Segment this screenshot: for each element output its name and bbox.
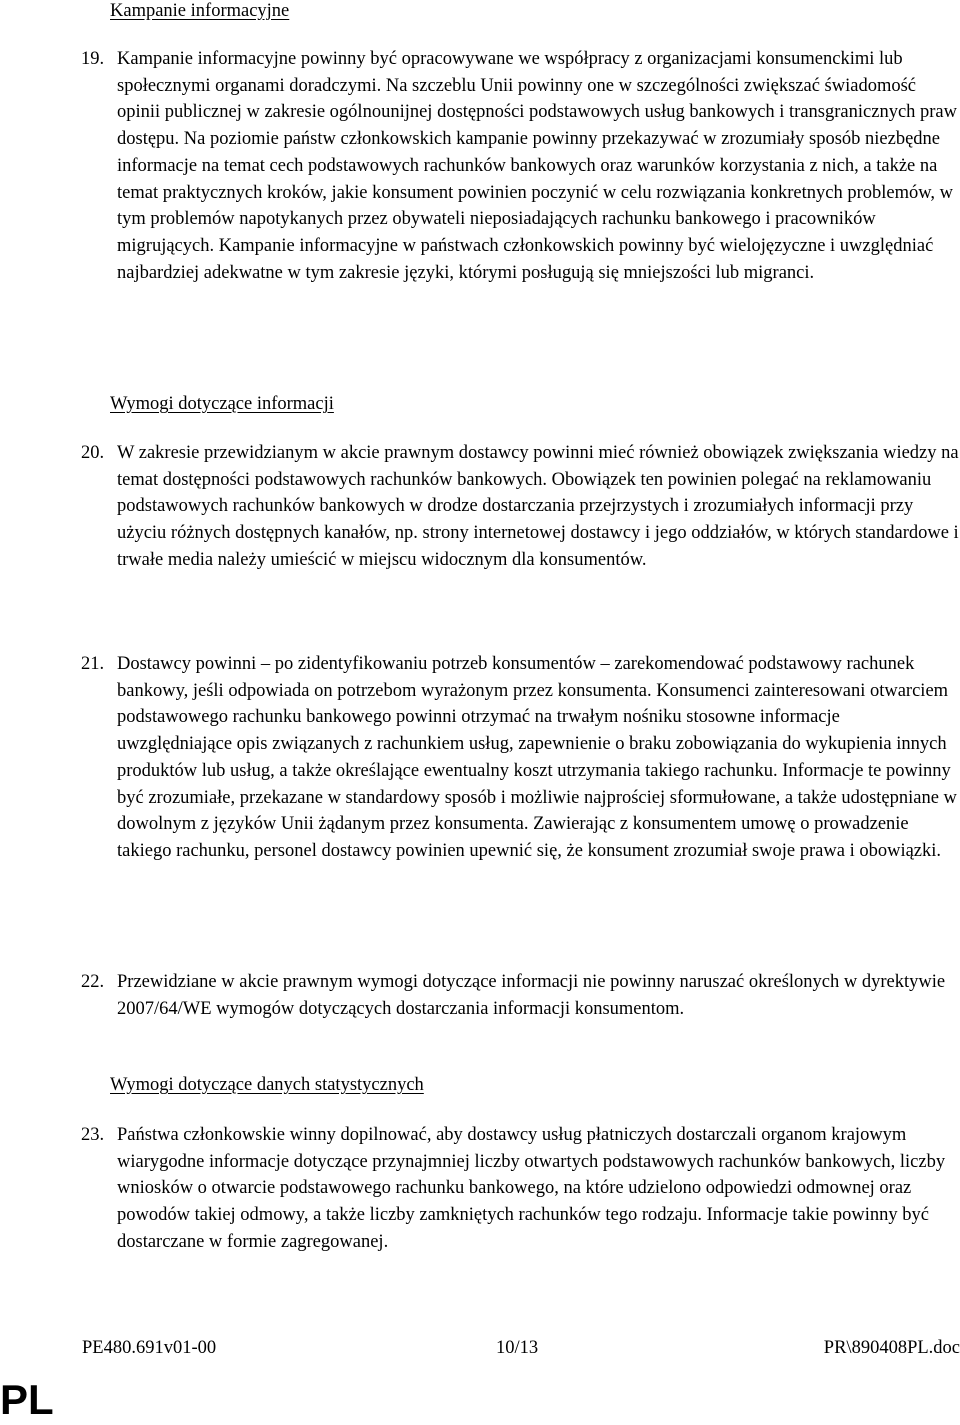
paragraph-text: Przewidziane w akcie prawnym wymogi dotyczące informacji nie powinny naruszać określonych w dyrektywie 2007/64/WE wymogów dotyczących dostarczania informacji konsumentom.	[117, 972, 946, 1019]
paragraph-21	[0, 651, 960, 865]
paragraph-text: Kampanie informacyjne powinny być opracowywane we współpracy z organizacjami konsumenckimi lub społecznymi organami doradczymi. Na szczeblu Unii powinny one w szczególności zwiększać świadomość opinii publicznej w zakresie ogólnounijnej dostępności podstawowych usług bankowych i transgranicznych praw dostępu. Na poziomie państw członkowskich kampanie powinny przekazywać w zrozumiały sposób niezbędne informacje na temat cech podstawowych rachunków bankowych oraz warunków korzystania z nich, a także na temat praktycznych kroków, jakie konsument powinien poczynić w celu rozwiązania konkretnych problemów, w tym problemów napotykanych przez obywateli nieposiadających rachunku bankowego i pracowników migrujących. Kampanie informacyjne w państwach członkowskich powinny być wielojęzyczne i uwzględniać najbardziej adekwatne w tym zakresie języki, którymi posługują się mniejszości lub migranci.	[117, 49, 958, 283]
paragraph-number: 21.	[81, 654, 105, 674]
paragraph-text: Dostawcy powinni – po zidentyfikowaniu potrzeb konsumentów – zarekomendować podstawowy rachunek bankowy, jeśli odpowiada on potrzebom wyrażonym przez konsumenta. Konsumenci zainteresowani otwarciem podstawowego rachunku bankowego powinni otrzymać na trwałym nośniku stosowne informacje uwzględniające opis związanych z rachunkiem usług, zapewnienie o braku zobowiązania do wykupienia innych produktów lub usług, a także określające ewentualny koszt utrzymania takiego rachunku. Informacje te powinny być zrozumiałe, przekazane w standardowy sposób i możliwie najprościej sformułowane, a także udostępniane w dowolnym z języków Unii żądanym przez konsumenta. Zawierając z konsumentem umowę o prowadzenie takiego rachunku, personel dostawcy powinien upewnić się, że konsument zrozumiał swoje prawa i obowiązki.	[117, 654, 957, 861]
language-label: PL	[0, 1376, 54, 1423]
paragraph-number: 23.	[81, 1125, 105, 1145]
paragraph-text: Państwa członkowskie winny dopilnować, aby dostawcy usług płatniczych dostarczali organom krajowym wiarygodne informacje dotyczące przynajmniej liczby otwartych podstawowych rachunków bankowych, liczby wniosków o otwarcie podstawowego rachunku bankowego, na które udzielono odpowiedzi odmownej oraz powodów takiej odmowy, a także liczby zamkniętych rachunków tego rodzaju. Informacje takie powinny być dostarczane w formie zagregowanej.	[117, 1125, 946, 1252]
section-heading-information-campaigns: Kampanie informacyjne	[110, 1, 290, 21]
paragraph-number: 20.	[81, 443, 105, 463]
paragraph-20	[0, 440, 960, 574]
paragraph-number: 19.	[81, 49, 105, 69]
paragraph-text: W zakresie przewidzianym w akcie prawnym dostawcy powinni mieć również obowiązek zwiększania wiedzy na temat dostępności podstawowych rachunków bankowych. Obowiązek ten powinien polegać na reklamowaniu podstawowych rachunków bankowych w drodze dostarczania przejrzystych i zrozumiałych informacji przy użyciu różnych dostępnych kanałów, np. strony internetowej dostawcy i jego oddziałów, w których standardowe i trwałe media należy umieścić w miejscu widocznym dla konsumentów.	[117, 443, 959, 570]
section-heading-statistical-data-requirements: Wymogi dotyczące danych statystycznych	[110, 1075, 424, 1095]
page-footer	[0, 1335, 960, 1363]
paragraph-23	[0, 1122, 960, 1256]
paragraph-19	[0, 46, 960, 286]
footer-page-number: 10/13	[496, 1338, 539, 1358]
footer-document-reference: PE480.691v01-00	[82, 1338, 217, 1358]
footer-file-reference: PR\890408PL.doc	[823, 1338, 960, 1358]
paragraph-number: 22.	[81, 972, 105, 992]
paragraph-22	[0, 969, 960, 1022]
section-heading-information-requirements: Wymogi dotyczące informacji	[110, 394, 334, 414]
